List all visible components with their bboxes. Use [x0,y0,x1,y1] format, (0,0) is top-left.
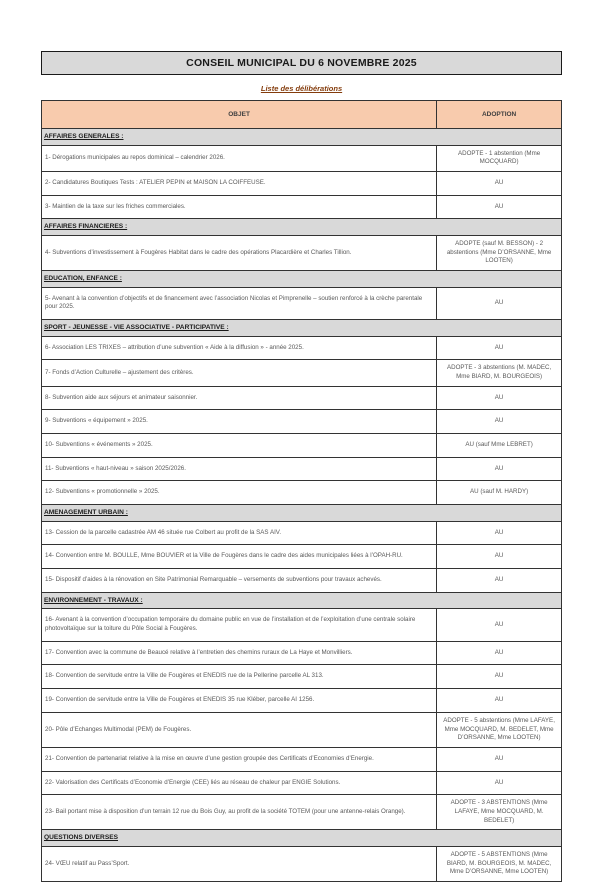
objet-cell: 2- Candidatures Boutiques Tests : ATELIER PEPIN et MAISON LA COIFFEUSE. [42,172,437,196]
section-row-education-enfance [42,271,562,288]
section-cell [42,320,562,337]
section-row-amenagement-urbain [42,505,562,522]
section-cell [42,830,562,847]
adoption-cell: AU [437,609,562,641]
section-label: QUESTIONS DIVERSES [44,834,119,842]
adoption-cell: AU [437,195,562,219]
table-row [42,521,562,545]
adoption-cell: AU [437,172,562,196]
table-row [42,386,562,410]
adoption-cell: ADOPTE - 5 abstentions (Mme LAFAYE, Mme MOCQUARD, M. BEDELET, Mme D’ORSANNE, Mme LOOTEN) [437,712,562,747]
adoption-cell: ADOPTE - 3 ABSTENTIONS (Mme LAFAYE, Mme MOCQUARD, M. BEDELET) [437,795,562,830]
objet-cell: 3- Maintien de la taxe sur les friches commerciales. [42,195,437,219]
objet-cell: 6- Association LES TRIXES – attribution d’une subvention « Aide à la diffusion » - année 2025. [42,336,437,360]
table-row [42,434,562,458]
adoption-cell: AU [437,457,562,481]
objet-column-header: OBJET [42,101,437,129]
adoption-cell: AU [437,287,562,319]
adoption-cell: ADOPTE - 1 abstention (Mme MOCQUARD) [437,145,562,171]
objet-cell: 23- Bail portant mise à disposition d’un terrain 12 rue du Bois Guy, au profit de la société TOTEM (pour une antenne-relais Orange). [42,795,437,830]
adoption-column-header: ADOPTION [437,101,562,129]
section-cell [42,219,562,236]
section-row-sport-jeunesse [42,320,562,337]
table-row [42,287,562,319]
table-row [42,665,562,689]
objet-cell: 20- Pôle d’Echanges Multimodal (PEM) de Fougères. [42,712,437,747]
objet-cell: 7- Fonds d’Action Culturelle – ajustement des critères. [42,360,437,386]
objet-cell: 22- Valorisation des Certificats d’Economie d’Energie (CEE) liés au réseau de chaleur par ENGIE Solutions. [42,771,437,795]
adoption-cell: ADOPTE - 5 ABSTENTIONS (Mme BIARD, M. BOURGEOIS, M. MADEC, Mme D’ORSANNE, Mme LOOTEN) [437,846,562,881]
table-row [42,609,562,641]
table-row [42,545,562,569]
section-row-questions-diverses [42,830,562,847]
document-title: CONSEIL MUNICIPAL DU 6 NOVEMBRE 2025 [41,51,562,75]
objet-cell: 13- Cession de la parcelle cadastrée AM 46 située rue Colbert au profit de la SAS AIV. [42,521,437,545]
objet-cell: 14- Convention entre M. BOULLE, Mme BOUVIER et la Ville de Fougères dans le cadre des aides municipales liées à l’OPAH-RU. [42,545,437,569]
adoption-cell: ADOPTE - 3 abstentions (M. MADEC, Mme BIARD, M. BOURGEOIS) [437,360,562,386]
table-row [42,747,562,771]
table-row [42,195,562,219]
adoption-cell: AU [437,747,562,771]
table-row [42,172,562,196]
table-row [42,236,562,271]
objet-cell: 5- Avenant à la convention d’objectifs et de financement avec l’association Nicolas et Pimprenelle – soutien renforcé à la crèche parentale pour 2025. [42,287,437,319]
section-label: AMENAGEMENT URBAIN : [44,509,128,517]
adoption-cell: AU [437,545,562,569]
adoption-cell: AU (sauf Mme LEBRET) [437,434,562,458]
section-label: ENVIRONNEMENT - TRAVAUX : [44,596,143,604]
table-row [42,410,562,434]
adoption-cell: AU [437,665,562,689]
adoption-cell: AU [437,336,562,360]
objet-cell: 9- Subventions « équipement » 2025. [42,410,437,434]
section-row-affaires-generales [42,129,562,146]
adoption-cell: AU [437,689,562,713]
adoption-cell: AU [437,386,562,410]
objet-cell: 16- Avenant à la convention d’occupation temporaire du domaine public en vue de l’installation et de l’exploitation d’une centrale solaire photovoltaïque sur la toiture du Pôle Social à Fougères. [42,609,437,641]
table-row [42,336,562,360]
table-row [42,457,562,481]
adoption-cell: AU (sauf M. HARDY) [437,481,562,505]
objet-cell: 4- Subventions d’investissement à Fougères Habitat dans le cadre des opérations Placardière et Charles Tillion. [42,236,437,271]
adoption-cell: AU [437,521,562,545]
section-label: AFFAIRES GENERALES : [44,133,124,140]
section-row-affaires-financieres [42,219,562,236]
section-label: AFFAIRES FINANCIERES : [44,223,128,231]
table-row [42,481,562,505]
section-row-environnement-travaux [42,592,562,609]
section-label: EDUCATION, ENFANCE : [44,275,122,283]
section-label: SPORT - JEUNESSE - VIE ASSOCIATIVE - PARTICIPATIVE : [44,324,229,332]
objet-cell: 1- Dérogations municipales au repos dominical – calendrier 2026. [42,145,437,171]
section-cell [42,592,562,609]
document-subtitle: Liste des délibérations [260,84,343,93]
table-row [42,360,562,386]
table-row [42,712,562,747]
table-header-row [42,101,562,129]
objet-cell: 10- Subventions « événements » 2025. [42,434,437,458]
table-row [42,641,562,665]
adoption-cell: AU [437,410,562,434]
objet-cell: 21- Convention de partenariat relative à la mise en œuvre d’une gestion groupée des Certificats d’Economies d’Energie. [42,747,437,771]
adoption-cell: AU [437,569,562,593]
adoption-cell: AU [437,641,562,665]
table-row [42,689,562,713]
objet-cell: 18- Convention de servitude entre la Ville de Fougères et ENEDIS rue de la Pellerine parcelle AL 313. [42,665,437,689]
objet-cell: 15- Dispositif d’aides à la rénovation en Site Patrimonial Remarquable – versements de subventions pour travaux achevés. [42,569,437,593]
deliberations-table [41,100,562,882]
objet-cell: 17- Convention avec la commune de Beaucé relative à l’entretien des chemins ruraux de La Haye et Monvilliers. [42,641,437,665]
objet-cell: 24- VŒU relatif au Pass’Sport. [42,846,437,881]
objet-cell: 11- Subventions « haut-niveau » saison 2025/2026. [42,457,437,481]
objet-cell: 12- Subventions « promotionnelle » 2025. [42,481,437,505]
table-row [42,145,562,171]
objet-cell: 19- Convention de servitude entre la Ville de Fougères et ENEDIS 35 rue Kléber, parcelle AI 1256. [42,689,437,713]
adoption-cell: AU [437,771,562,795]
table-row [42,795,562,830]
table-row [42,569,562,593]
table-row [42,771,562,795]
section-cell [42,271,562,288]
section-cell [42,129,562,146]
section-cell [42,505,562,522]
adoption-cell: ADOPTE (sauf M. BESSON) - 2 abstentions (Mme D’ORSANNE, Mme LOOTEN) [437,236,562,271]
table-row [42,846,562,881]
objet-cell: 8- Subvention aide aux séjours et animateur saisonnier. [42,386,437,410]
